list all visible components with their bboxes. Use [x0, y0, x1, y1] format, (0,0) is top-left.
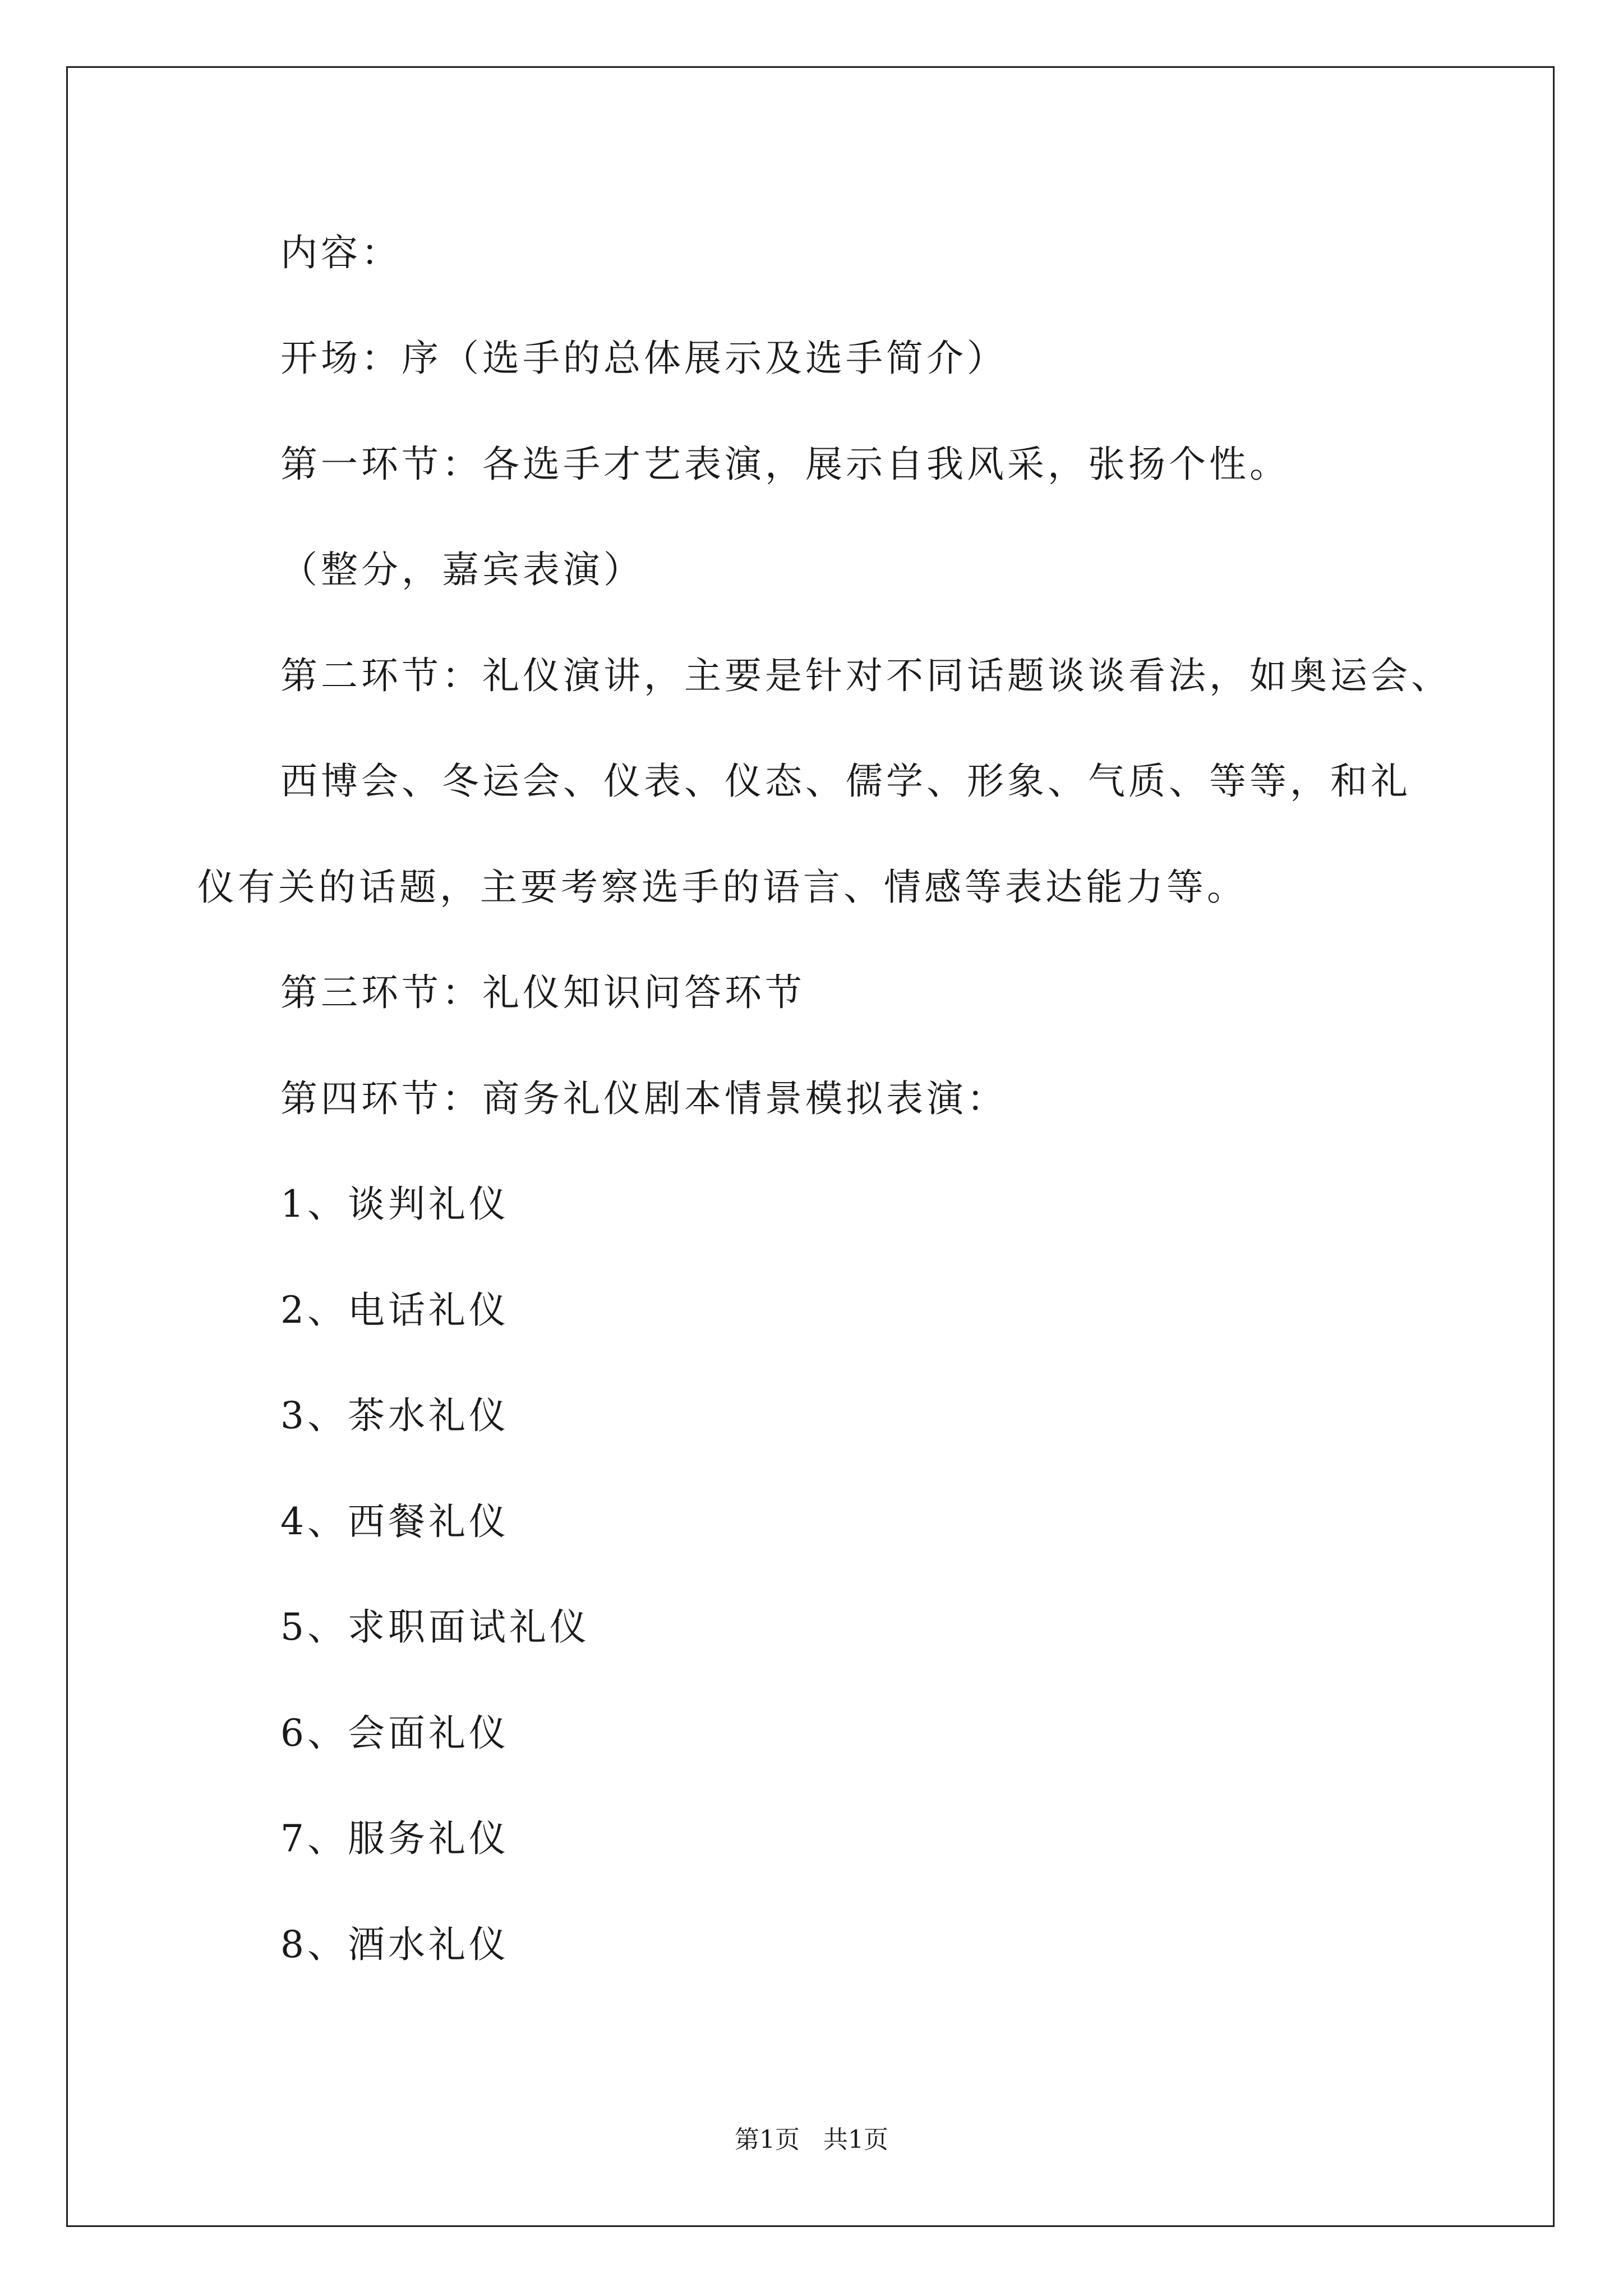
- list-item: 2、电话礼仪: [280, 1289, 509, 1332]
- list-item: 3、茶水礼仪: [280, 1394, 509, 1437]
- list-item: 1、谈判礼仪: [280, 1182, 509, 1226]
- text-line-section-1: 第一环节：各选手才艺表演，展示自我风采，张扬个性。: [280, 443, 1290, 486]
- text-line-section-2-end: 仪有关的话题，主要考察选手的语言、情感等表达能力等。: [197, 866, 1247, 909]
- text-line-section-4: 第四环节：商务礼仪剧本情景模拟表演：: [280, 1077, 1007, 1120]
- text-line-interlude: （整分，嘉宾表演）: [280, 548, 644, 591]
- list-item: 5、求职面试礼仪: [280, 1605, 590, 1649]
- text-line-opening: 开场：序（选手的总体展示及选手简介）: [280, 337, 1007, 380]
- list-item: 8、酒水礼仪: [280, 1923, 509, 1966]
- list-item: 7、服务礼仪: [280, 1817, 509, 1860]
- page-number-footer: 第1页 共1页: [735, 2125, 888, 2154]
- page-border: [66, 66, 1555, 2227]
- list-item: 6、会面礼仪: [280, 1711, 509, 1755]
- text-line-section-2: 第二环节：礼仪演讲，主要是针对不同话题谈谈看法，如奥运会、: [280, 654, 1451, 697]
- text-line-section-2-cont: 西博会、冬运会、仪表、仪态、儒学、形象、气质、等等，和礼: [280, 760, 1411, 803]
- text-line-content-heading: 内容：: [280, 231, 402, 274]
- text-line-section-3: 第三环节：礼仪知识问答环节: [280, 971, 805, 1014]
- list-item: 4、西餐礼仪: [280, 1500, 509, 1543]
